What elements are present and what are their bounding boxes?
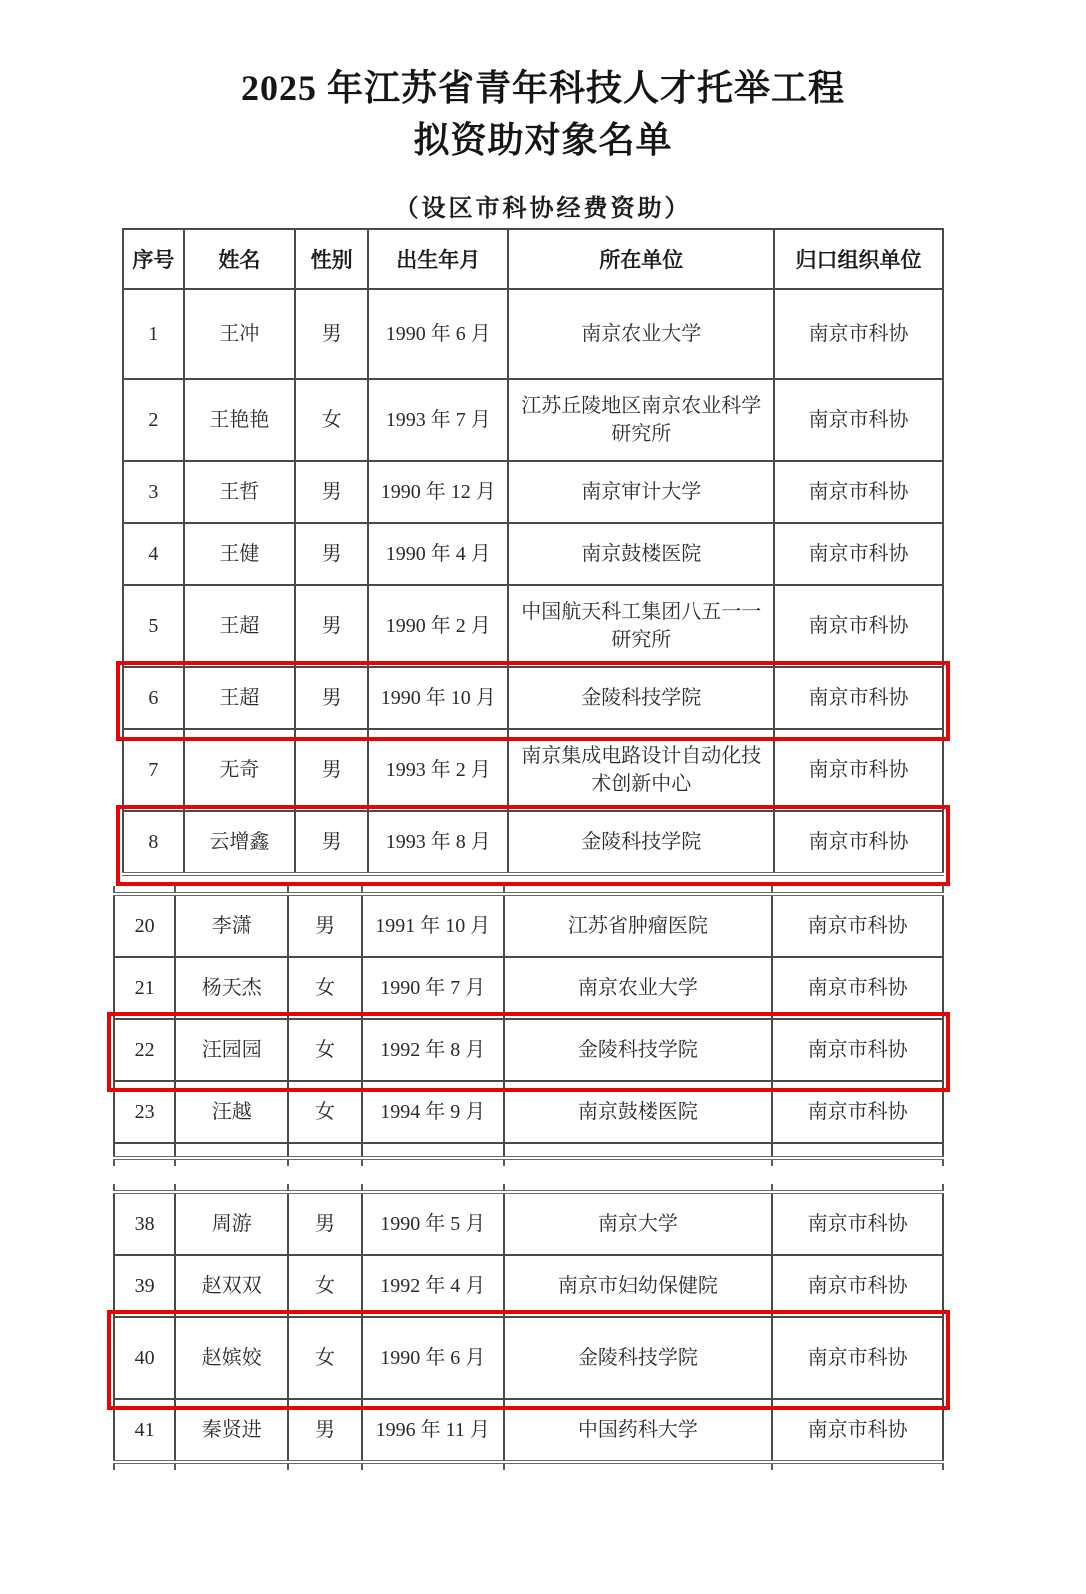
table-row [114, 957, 943, 1019]
empty-cell [175, 1143, 288, 1158]
cell-org: 南京市科协 [774, 729, 943, 811]
cell-gender: 女 [288, 1081, 362, 1143]
empty-cell [288, 1143, 362, 1158]
cell-birth: 1990 年 6 月 [368, 289, 508, 379]
cell-org: 南京市科协 [772, 1255, 943, 1317]
cell-name: 王艳艳 [184, 379, 296, 461]
cell-no: 20 [114, 894, 175, 957]
cell-no: 4 [123, 523, 184, 585]
cell-no: 21 [114, 957, 175, 1019]
cell-gender: 男 [295, 811, 368, 874]
table-row [123, 461, 943, 523]
document-subtitle: （设区市科协经费资助） [394, 196, 692, 222]
cell-no: 39 [114, 1255, 175, 1317]
table-row [114, 1081, 943, 1143]
cell-org: 南京市科协 [772, 1019, 943, 1081]
cell-gender: 女 [295, 379, 368, 461]
cell-gender: 女 [288, 1255, 362, 1317]
document-title-line-1: 2025 年江苏省青年科技人才托举工程 [240, 68, 845, 108]
cell-gender: 男 [295, 289, 368, 379]
cell-name: 汪园园 [175, 1019, 288, 1081]
cell-name: 周游 [175, 1192, 288, 1255]
cell-no: 41 [114, 1399, 175, 1462]
empty-cell [362, 1143, 504, 1158]
cell-birth: 1994 年 9 月 [362, 1081, 504, 1143]
cell-no: 1 [123, 289, 184, 379]
cell-no: 40 [114, 1317, 175, 1399]
title-block [0, 62, 1086, 223]
table-row [114, 1317, 943, 1399]
header-cell: 序号 [123, 229, 184, 289]
cell-no: 7 [123, 729, 184, 811]
cell-org: 南京市科协 [772, 1081, 943, 1143]
cell-unit: 金陵科技学院 [504, 1019, 773, 1081]
cell-org: 南京市科协 [772, 894, 943, 957]
cell-gender: 男 [295, 461, 368, 523]
cell-name: 无奇 [184, 729, 296, 811]
table-section [113, 1184, 944, 1470]
cell-gender: 男 [288, 894, 362, 957]
cell-name: 杨天杰 [175, 957, 288, 1019]
table-body [123, 289, 943, 874]
cell-gender: 男 [295, 667, 368, 729]
cell-name: 赵双双 [175, 1255, 288, 1317]
cell-no: 3 [123, 461, 184, 523]
table-row [123, 729, 943, 811]
cell-org: 南京市科协 [774, 585, 943, 667]
cell-unit: 南京鼓楼医院 [508, 523, 774, 585]
header-cell: 出生年月 [368, 229, 508, 289]
cell-no: 22 [114, 1019, 175, 1081]
table-row [123, 379, 943, 461]
cell-org: 南京市科协 [774, 379, 943, 461]
cell-gender: 男 [295, 729, 368, 811]
cell-birth: 1990 年 10 月 [368, 667, 508, 729]
cell-unit: 江苏省肿瘤医院 [504, 894, 773, 957]
table-row [123, 289, 943, 379]
table-row [114, 894, 943, 957]
header-row [123, 229, 943, 289]
cell-org: 南京市科协 [774, 667, 943, 729]
cell-unit: 南京集成电路设计自动化技术创新中心 [508, 729, 774, 811]
cell-org: 南京市科协 [772, 1317, 943, 1399]
cell-gender: 男 [288, 1399, 362, 1462]
header-cell: 姓名 [184, 229, 296, 289]
cell-birth: 1993 年 2 月 [368, 729, 508, 811]
cell-name: 秦贤进 [175, 1399, 288, 1462]
table-row [123, 811, 943, 874]
table-row [114, 1255, 943, 1317]
cell-org: 南京市科协 [774, 811, 943, 874]
table-section [113, 886, 944, 1166]
cell-gender: 女 [288, 1317, 362, 1399]
cell-unit: 金陵科技学院 [508, 811, 774, 874]
cell-no: 6 [123, 667, 184, 729]
table-row [123, 585, 943, 667]
cell-name: 王超 [184, 667, 296, 729]
cell-birth: 1993 年 7 月 [368, 379, 508, 461]
cropped-row-stub-bottom [113, 1160, 944, 1166]
funding-list-table [113, 1190, 944, 1464]
cell-gender: 女 [288, 957, 362, 1019]
cell-name: 汪越 [175, 1081, 288, 1143]
cell-name: 云增鑫 [184, 811, 296, 874]
partial-empty-row [114, 1143, 943, 1158]
cell-birth: 1990 年 12 月 [368, 461, 508, 523]
table-row [114, 1192, 943, 1255]
cell-org: 南京市科协 [772, 1192, 943, 1255]
cell-name: 王哲 [184, 461, 296, 523]
table-row [114, 1399, 943, 1462]
table-row [123, 667, 943, 729]
table-row [123, 523, 943, 585]
cell-birth: 1990 年 2 月 [368, 585, 508, 667]
cell-birth: 1990 年 7 月 [362, 957, 504, 1019]
table-body [114, 894, 943, 1158]
document-title-line-2: 拟资助对象名单 [413, 120, 673, 160]
cropped-row-stub-bottom [113, 1464, 944, 1470]
cell-unit: 南京大学 [504, 1192, 773, 1255]
cell-unit: 中国药科大学 [504, 1399, 773, 1462]
cell-birth: 1990 年 4 月 [368, 523, 508, 585]
cell-name: 王超 [184, 585, 296, 667]
cell-name: 李潇 [175, 894, 288, 957]
cell-no: 5 [123, 585, 184, 667]
cell-no: 38 [114, 1192, 175, 1255]
cell-gender: 男 [295, 523, 368, 585]
table-body [114, 1192, 943, 1462]
cell-unit: 南京鼓楼医院 [504, 1081, 773, 1143]
cell-no: 8 [123, 811, 184, 874]
cell-unit: 南京市妇幼保健院 [504, 1255, 773, 1317]
cell-name: 王健 [184, 523, 296, 585]
header-cell: 所在单位 [508, 229, 774, 289]
cell-unit: 南京审计大学 [508, 461, 774, 523]
cell-unit: 江苏丘陵地区南京农业科学研究所 [508, 379, 774, 461]
empty-cell [504, 1143, 773, 1158]
cell-org: 南京市科协 [774, 461, 943, 523]
cell-name: 王冲 [184, 289, 296, 379]
cell-name: 赵嫔姣 [175, 1317, 288, 1399]
header-cell: 归口组织单位 [774, 229, 943, 289]
table-section [122, 228, 944, 876]
cell-unit: 中国航天科工集团八五一一研究所 [508, 585, 774, 667]
cell-birth: 1993 年 8 月 [368, 811, 508, 874]
cell-unit: 南京农业大学 [504, 957, 773, 1019]
table-row [114, 1019, 943, 1081]
cell-gender: 男 [295, 585, 368, 667]
cell-birth: 1990 年 6 月 [362, 1317, 504, 1399]
cell-unit: 金陵科技学院 [504, 1317, 773, 1399]
empty-cell [772, 1143, 943, 1158]
header-cell: 性别 [295, 229, 368, 289]
cell-unit: 金陵科技学院 [508, 667, 774, 729]
funding-list-table [122, 228, 944, 876]
cell-birth: 1996 年 11 月 [362, 1399, 504, 1462]
cell-org: 南京市科协 [772, 957, 943, 1019]
cell-org: 南京市科协 [774, 523, 943, 585]
cell-birth: 1991 年 10 月 [362, 894, 504, 957]
cell-org: 南京市科协 [774, 289, 943, 379]
funding-list-table [113, 892, 944, 1160]
cell-no: 2 [123, 379, 184, 461]
cell-birth: 1992 年 8 月 [362, 1019, 504, 1081]
cell-gender: 女 [288, 1019, 362, 1081]
cell-no: 23 [114, 1081, 175, 1143]
cell-gender: 男 [288, 1192, 362, 1255]
table-header [123, 229, 943, 289]
cell-unit: 南京农业大学 [508, 289, 774, 379]
cell-org: 南京市科协 [772, 1399, 943, 1462]
cell-birth: 1990 年 5 月 [362, 1192, 504, 1255]
cell-birth: 1992 年 4 月 [362, 1255, 504, 1317]
empty-cell [114, 1143, 175, 1158]
